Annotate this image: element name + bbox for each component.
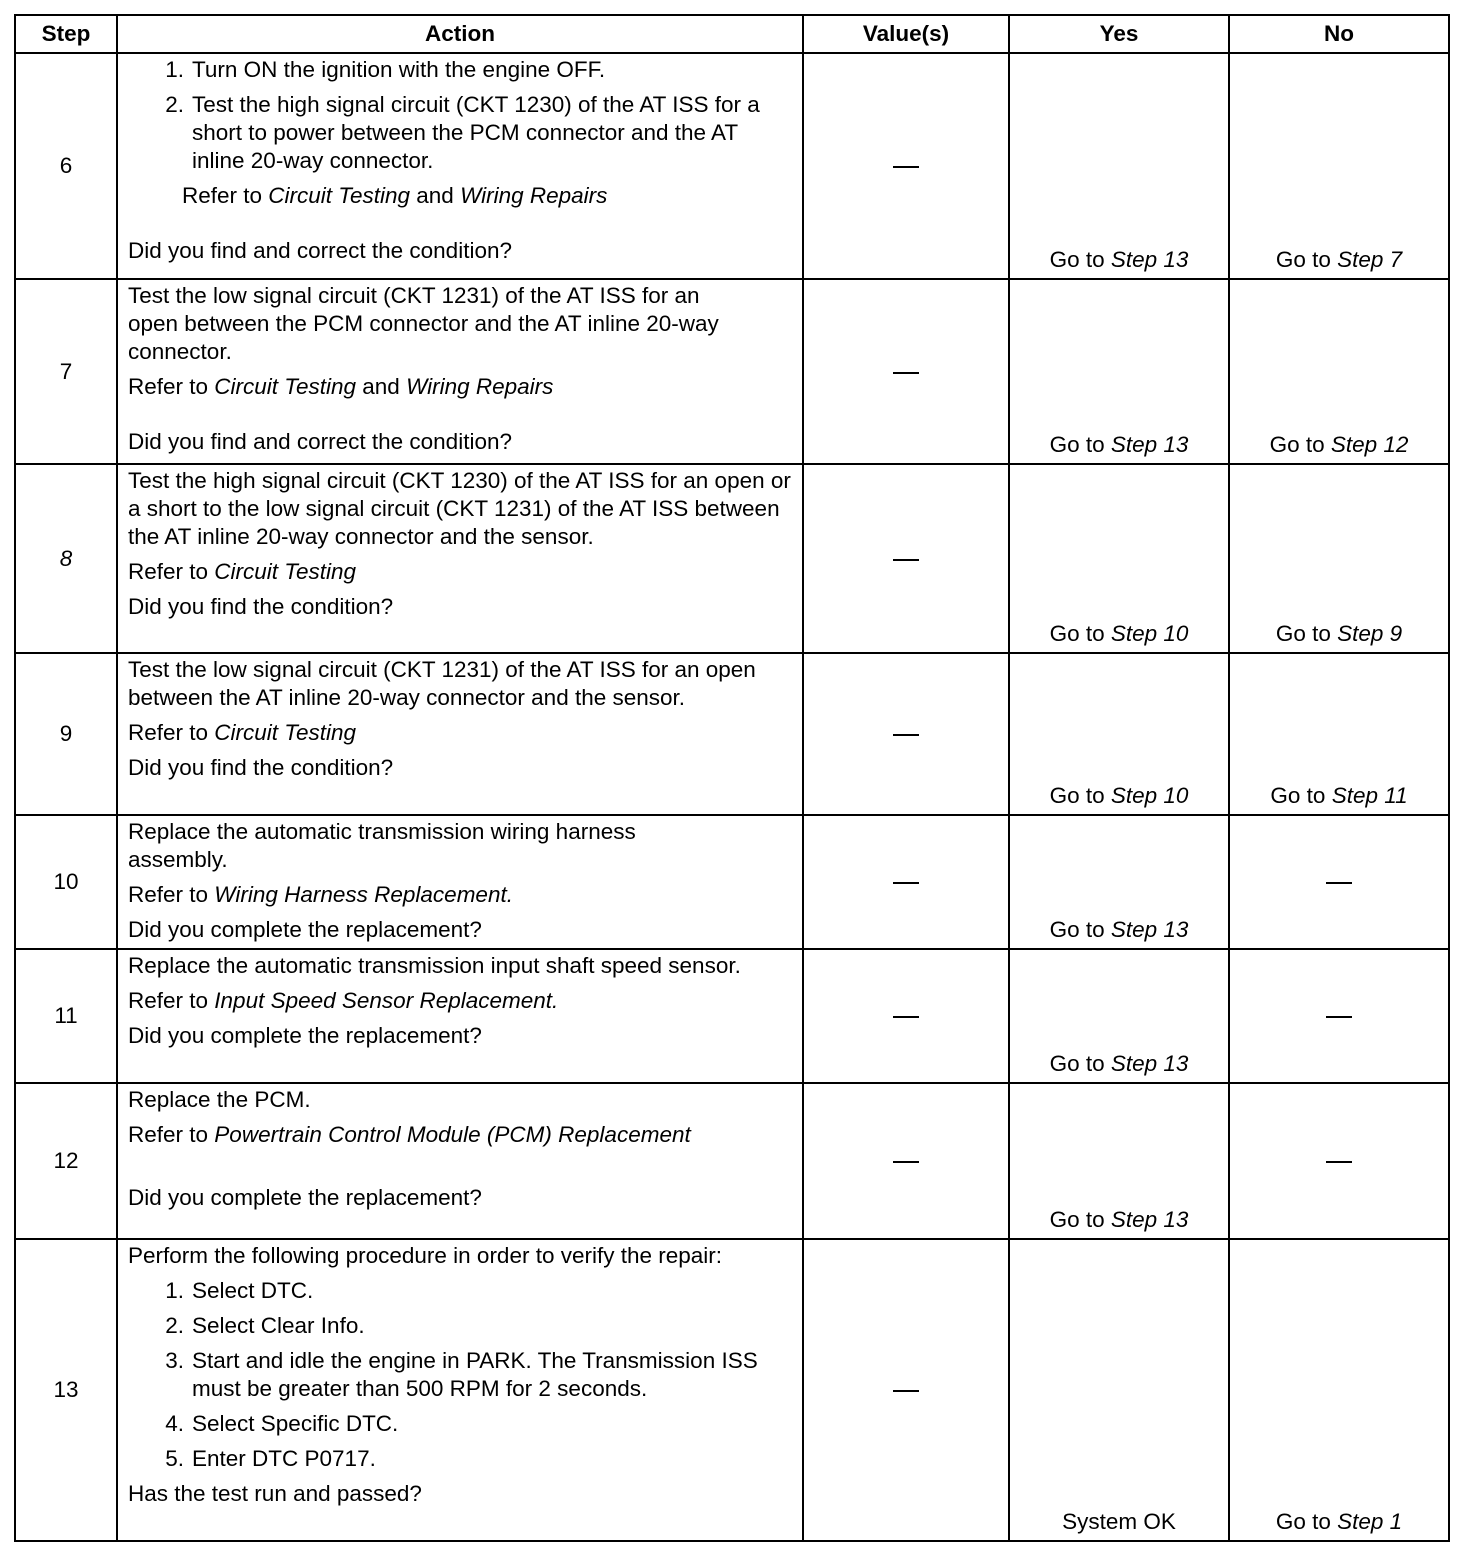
question-text: Did you find the condition? (128, 594, 394, 619)
refer-text: Refer to Wiring Harness Replacement. (128, 882, 513, 907)
action-cell (117, 1083, 803, 1239)
yes-cell: Go to Step 10 (1009, 653, 1229, 815)
action-cell (117, 464, 803, 653)
action-cell (117, 279, 803, 464)
diagnostic-table (14, 14, 1450, 1542)
dash (893, 1016, 919, 1018)
list-item: 1. Turn ON the ignition with the engine OFF. (165, 57, 606, 82)
value-cell (803, 1083, 1009, 1239)
step-number: 12 (15, 1083, 117, 1239)
step-number: 11 (15, 949, 117, 1083)
dash (893, 1390, 919, 1392)
question-text: Did you find and correct the condition? (128, 429, 512, 454)
dash (893, 166, 919, 168)
value-cell (803, 653, 1009, 815)
step-number: 10 (15, 815, 117, 949)
yes-cell: Go to Step 13 (1009, 53, 1229, 279)
action-text: Perform the following procedure in order to verify the repair: (128, 1243, 723, 1268)
list-item: 5. Enter DTC P0717. (165, 1446, 376, 1471)
dash (893, 1161, 919, 1163)
value-cell (803, 815, 1009, 949)
dash (893, 882, 919, 884)
no-cell: Go to Step 7 (1229, 53, 1449, 279)
table-row (15, 53, 1449, 279)
question-text: Did you find and correct the condition? (128, 238, 512, 263)
table-row (15, 949, 1449, 1083)
refer-text: Refer to Circuit Testing (128, 559, 357, 584)
table-row (15, 464, 1449, 653)
value-cell (803, 53, 1009, 279)
reference-link: Circuit Testing (268, 183, 411, 208)
step-number: 7 (15, 279, 117, 464)
table-row (15, 279, 1449, 464)
header-action: Action (117, 15, 803, 53)
action-text: Test the high signal circuit (CKT 1230) of the AT ISS for an open or a short to the low signal circuit (CKT 1231) of the AT ISS between the AT inline 20-way connector and the sensor. (128, 468, 791, 549)
question-text: Did you complete the replacement? (128, 1023, 482, 1048)
list-item: 2. Test the high signal circuit (CKT 1230) of the AT ISS for a short to power between the PCM connector and the AT inline 20-way connector. (165, 92, 760, 173)
no-cell (1229, 949, 1449, 1083)
action-cell (117, 815, 803, 949)
action-cell (117, 653, 803, 815)
dash (1326, 1161, 1352, 1163)
list-item: 1. Select DTC. (165, 1278, 314, 1303)
no-cell (1229, 1083, 1449, 1239)
yes-cell: System OK (1009, 1239, 1229, 1541)
action-text: Test the low signal circuit (CKT 1231) of the AT ISS for an open between the AT inline 20-way connector and the sensor. (128, 657, 756, 710)
yes-cell: Go to Step 10 (1009, 464, 1229, 653)
refer-text: Refer to Circuit Testing (128, 720, 357, 745)
question-text: Did you find the condition? (128, 755, 394, 780)
value-cell (803, 464, 1009, 653)
dash (893, 734, 919, 736)
yes-cell: Go to Step 13 (1009, 279, 1229, 464)
list-item: 3. Start and idle the engine in PARK. The Transmission ISS must be greater than 500 RPM for 2 seconds. (165, 1348, 758, 1401)
refer-text: Refer to Input Speed Sensor Replacement. (128, 988, 559, 1013)
step-number: 8 (15, 464, 117, 653)
question-text: Did you complete the replacement? (128, 917, 482, 942)
action-cell (117, 1239, 803, 1541)
dash (1326, 1016, 1352, 1018)
question-text: Did you complete the replacement? (128, 1185, 482, 1210)
step-number: 9 (15, 653, 117, 815)
no-cell: Go to Step 11 (1229, 653, 1449, 815)
action-text: Replace the PCM. (128, 1087, 311, 1112)
yes-cell: Go to Step 13 (1009, 949, 1229, 1083)
dash (893, 559, 919, 561)
value-cell (803, 279, 1009, 464)
question-text: Has the test run and passed? (128, 1481, 422, 1506)
diagnostic-table-page (14, 14, 1448, 1542)
table-row (15, 653, 1449, 815)
list-item: 2. Select Clear Info. (165, 1313, 365, 1338)
step-number: 13 (15, 1239, 117, 1541)
header-no: No (1229, 15, 1449, 53)
action-text: Replace the automatic transmission input shaft speed sensor. (128, 953, 741, 978)
reference-link: Wiring Repairs (460, 183, 608, 208)
action-cell (117, 949, 803, 1083)
table-row (15, 1083, 1449, 1239)
header-yes: Yes (1009, 15, 1229, 53)
action-text: Replace the automatic transmission wiring harness assembly. (128, 819, 636, 872)
numbered-list (128, 56, 792, 175)
value-cell (803, 1239, 1009, 1541)
header-row (15, 15, 1449, 53)
refer-text: Refer to Powertrain Control Module (PCM) Replacement (128, 1122, 691, 1147)
table-row (15, 1239, 1449, 1541)
value-cell (803, 949, 1009, 1083)
yes-cell: Go to Step 13 (1009, 815, 1229, 949)
dash (893, 372, 919, 374)
no-cell: Go to Step 12 (1229, 279, 1449, 464)
no-cell: Go to Step 9 (1229, 464, 1449, 653)
no-cell: Go to Step 1 (1229, 1239, 1449, 1541)
refer-text: Refer to Circuit Testing and Wiring Repairs (128, 374, 554, 399)
table-row (15, 815, 1449, 949)
header-step: Step (15, 15, 117, 53)
dash (1326, 882, 1352, 884)
step-number: 6 (15, 53, 117, 279)
header-values: Value(s) (803, 15, 1009, 53)
list-item: 4. Select Specific DTC. (165, 1411, 399, 1436)
yes-cell: Go to Step 13 (1009, 1083, 1229, 1239)
no-cell (1229, 815, 1449, 949)
action-cell (117, 53, 803, 279)
refer-text: Refer to Circuit Testing and Wiring Repairs (182, 183, 608, 208)
numbered-list (128, 1277, 792, 1473)
action-text: Test the low signal circuit (CKT 1231) of the AT ISS for an open between the PCM connector and the AT inline 20-way connector. (128, 283, 719, 364)
